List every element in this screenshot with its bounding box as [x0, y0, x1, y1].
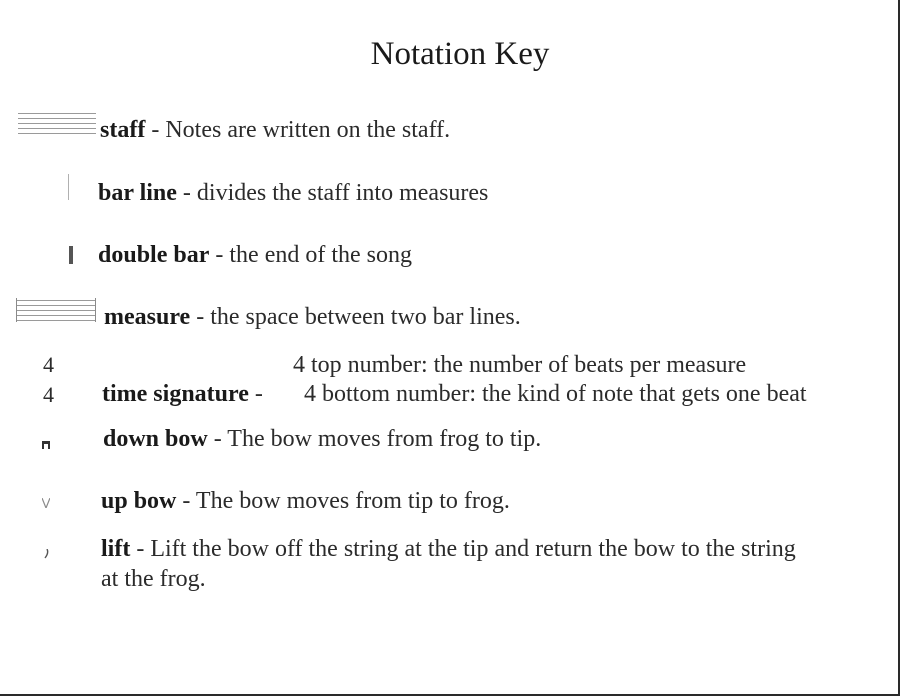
bar-line-entry: [98, 180, 488, 207]
time-signature-top-description: 4 top number: the number of beats per measure: [293, 352, 747, 378]
up-bow-term: up bow: [101, 488, 177, 514]
staff-entry: [100, 117, 450, 144]
measure-entry: [104, 304, 521, 331]
bar-line-term: bar line: [98, 180, 177, 206]
double-bar-description: - the end of the song: [209, 242, 412, 268]
time-signature-bottom-description: 4 bottom number: the kind of note that gets one beat: [304, 381, 807, 407]
up-bow-description: - The bow moves from tip to frog.: [176, 488, 510, 514]
time-signature-bottom-numeral: 4: [43, 382, 54, 407]
lift-term: lift: [101, 536, 131, 562]
down-bow-description: - The bow moves from frog to tip.: [207, 426, 542, 452]
lift-icon: [44, 546, 50, 564]
double-bar-entry: [98, 242, 412, 269]
measure-term: measure: [104, 304, 191, 330]
down-bow-icon: [42, 436, 50, 454]
double-bar-symbol: [69, 246, 73, 264]
bar-line-description: - divides the staff into measures: [176, 180, 489, 206]
staff-symbol: [18, 113, 96, 133]
time-signature-term: time signature: [102, 381, 249, 407]
bar-line-symbol: [68, 174, 69, 200]
time-signature-dash: -: [248, 381, 263, 407]
measure-description: - the space between two bar lines.: [190, 304, 521, 330]
time-signature-top-numeral: 4: [43, 352, 54, 377]
lift-entry: [101, 536, 796, 563]
down-bow-entry: [103, 426, 541, 453]
time-signature-entry: [102, 381, 263, 408]
down-bow-term: down bow: [103, 426, 208, 452]
lift-description-line2: at the frog.: [101, 566, 206, 592]
staff-description: - Notes are written on the staff.: [145, 117, 451, 143]
lift-description-line1: - Lift the bow off the string at the tip and return the bow to the string: [130, 536, 796, 562]
up-bow-icon: [42, 495, 50, 513]
double-bar-term: double bar: [98, 242, 210, 268]
up-bow-entry: [101, 488, 510, 515]
staff-term: staff: [100, 117, 146, 143]
measure-symbol: [16, 298, 96, 322]
page-title: Notation Key: [370, 36, 550, 72]
